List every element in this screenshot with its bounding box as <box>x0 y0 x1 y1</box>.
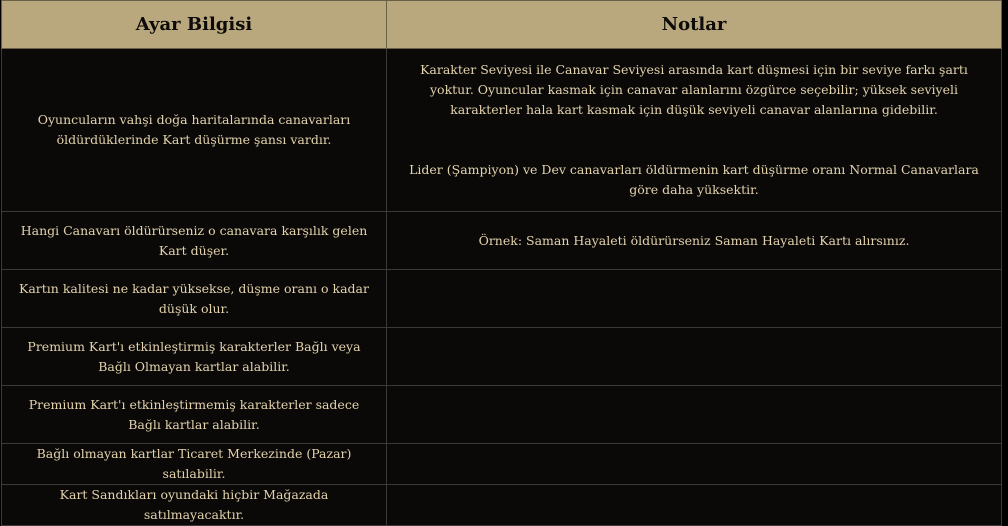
setting-cell: Kart Sandıkları oyundaki hiçbir Mağazada satılmayacaktır. <box>2 485 387 526</box>
notes-cell <box>387 386 1002 444</box>
table-row <box>2 49 1002 212</box>
table-row <box>2 485 1002 526</box>
notes-cell: Örnek: Saman Hayaleti öldürürseniz Saman Hayaleti Kartı alırsınız. <box>387 212 1002 270</box>
notes-cell <box>387 49 1002 212</box>
note-paragraph: Lider (Şampiyon) ve Dev canavarları öldürmenin kart düşürme oranı Normal Canavarlara göre daha yüksektir. <box>409 162 979 197</box>
table-row <box>2 328 1002 386</box>
header-setting-info: Ayar Bilgisi <box>2 1 387 49</box>
setting-cell: Oyuncuların vahşi doğa haritalarında canavarları öldürdüklerinde Kart düşürme şansı vardır. <box>2 49 387 212</box>
setting-cell: Bağlı olmayan kartlar Ticaret Merkezinde (Pazar) satılabilir. <box>2 444 387 485</box>
setting-cell: Hangi Canavarı öldürürseniz o canavara karşılık gelen Kart düşer. <box>2 212 387 270</box>
notes-cell <box>387 444 1002 485</box>
note-spacer <box>397 120 991 160</box>
setting-cell: Premium Kart'ı etkinleştirmiş karakterler Bağlı veya Bağlı Olmayan kartlar alabilir. <box>2 328 387 386</box>
notes-cell <box>387 270 1002 328</box>
notes-cell <box>387 328 1002 386</box>
table-row <box>2 212 1002 270</box>
table-header <box>2 1 1002 49</box>
card-drop-settings-table <box>1 0 1002 526</box>
setting-cell: Kartın kalitesi ne kadar yüksekse, düşme oranı o kadar düşük olur. <box>2 270 387 328</box>
table-row <box>2 444 1002 485</box>
table-row <box>2 386 1002 444</box>
notes-cell <box>387 485 1002 526</box>
header-row <box>2 1 1002 49</box>
setting-cell: Premium Kart'ı etkinleştirmemiş karakterler sadece Bağlı kartlar alabilir. <box>2 386 387 444</box>
note-paragraph: Karakter Seviyesi ile Canavar Seviyesi arasında kart düşmesi için bir seviye farkı şartı yoktur. Oyuncular kasmak için canavar alanlarını özgürce seçebilir; yüksek seviyeli karakterler hala kart kasmak için düşük seviyeli canavar alanlarına gidebilir. <box>420 62 968 117</box>
table-body <box>2 49 1002 526</box>
header-notes: Notlar <box>387 1 1002 49</box>
table-row <box>2 270 1002 328</box>
